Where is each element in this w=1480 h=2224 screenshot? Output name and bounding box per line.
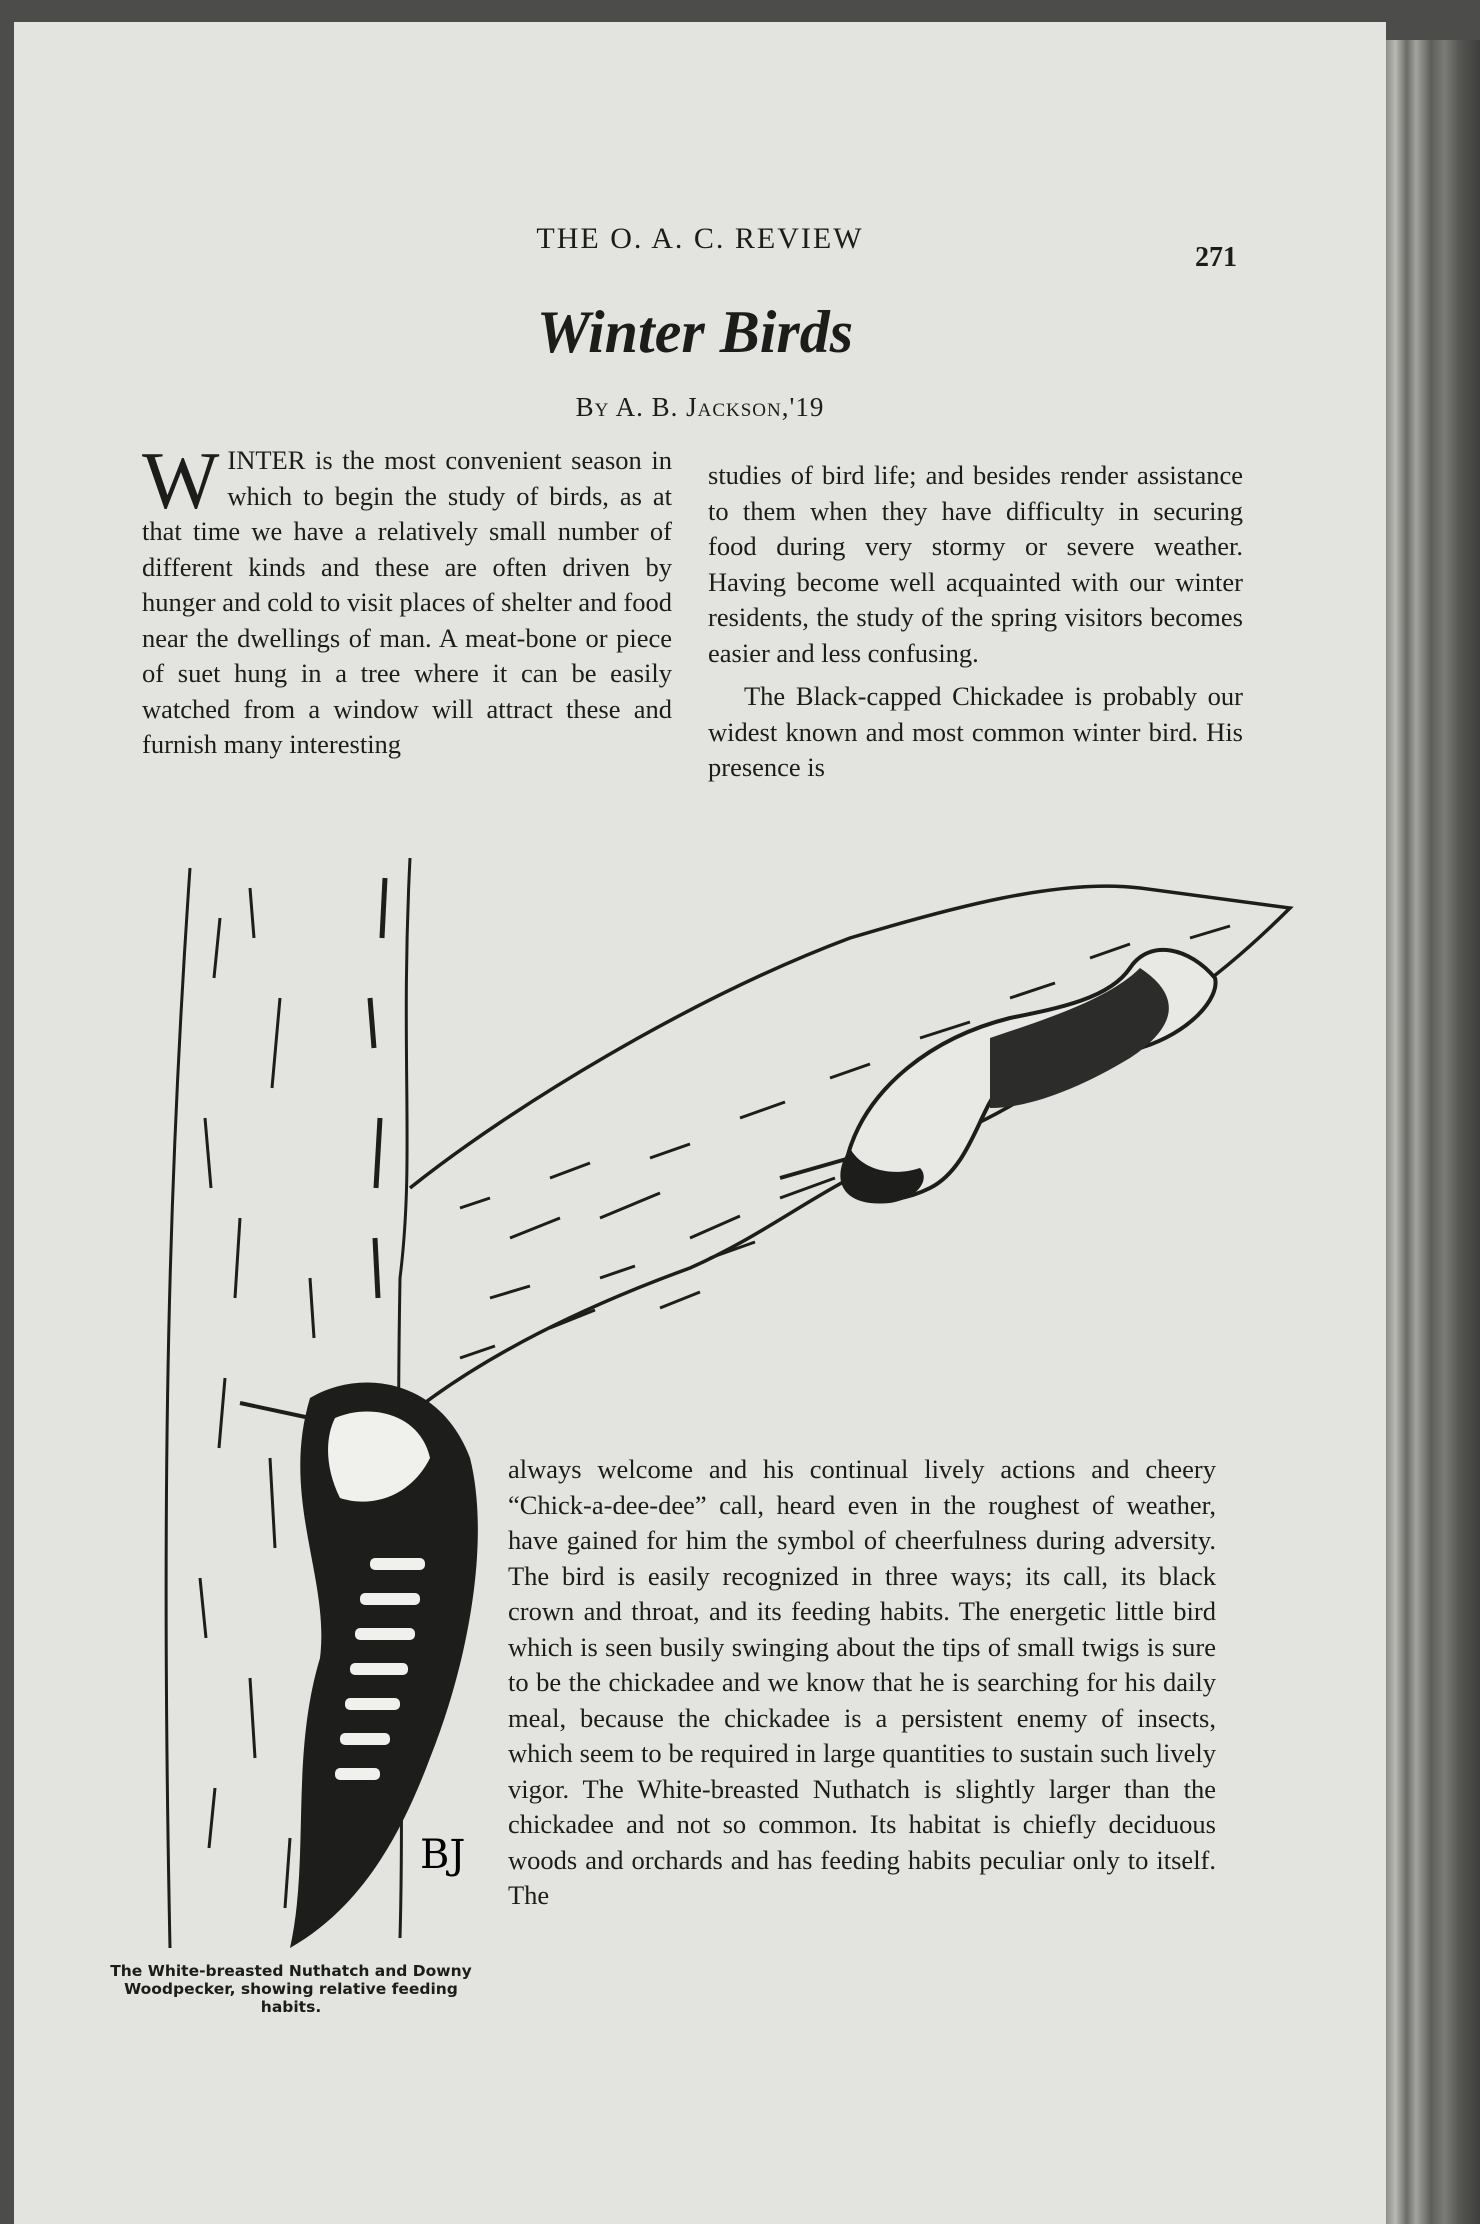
bottom-column <box>508 1452 1216 1914</box>
right-column-paragraph-2: The Black-capped Chickadee is probably our widest known and most common winter bird. His presence is <box>708 681 1243 782</box>
byline: By A. B. Jackson,'19 <box>575 392 825 422</box>
bottom-column-text: always welcome and his continual lively actions and cheery “Chick-a-dee-dee” call, heard even in the roughest of weather, have gained for him the symbol of cheerfulness during adversity. The bird is easily recognized in three ways; its call, its black crown and throat, and its feeding habits. The energetic little bird which is seen busily swinging about the tips of small twigs is sure to be the chickadee and we know that he is searching for his daily meal, because the chickadee is a persistent enemy of insects, which seem to be required in large quantities to sustain such lively vigor. The White-breasted Nuthatch is slightly larger than the chickadee and not so common. Its habitat is chiefly deciduous woods and orchards and has feeding habits peculiar only to itself. The <box>508 1454 1216 1910</box>
book-spine-edge <box>1386 40 1480 2224</box>
illustration-caption: The White-breasted Nuthatch and Downy Woodpecker, showing relative feeding habits. <box>110 1962 472 2016</box>
left-column-text: INTER is the most convenient season in which to begin the study of birds, as at that time we have a relatively small number of different kinds and these are often driven by hunger and cold to visit places of shelter and food near the dwellings of man. A meat-bone or piece of suet hung in a tree where it can be easily watched from a window will attract these and furnish many interesting <box>142 445 672 759</box>
right-column <box>708 458 1243 786</box>
artist-monogram: BJ <box>420 1832 466 1878</box>
article-title: Winter Birds <box>536 299 854 365</box>
running-head: THE O. A. C. REVIEW <box>536 222 864 255</box>
left-column <box>142 435 672 763</box>
drop-cap: W <box>142 435 220 526</box>
nuthatch-drawing <box>780 950 1216 1204</box>
right-column-paragraph-1: studies of bird life; and besides render assistance to them when they have difficulty in securing food during very stormy or severe weather. Having become well acquainted with our winter residents, the study of the spring visitors becomes easier and less confusing. <box>708 460 1243 668</box>
page-number: 271 <box>1195 242 1237 273</box>
